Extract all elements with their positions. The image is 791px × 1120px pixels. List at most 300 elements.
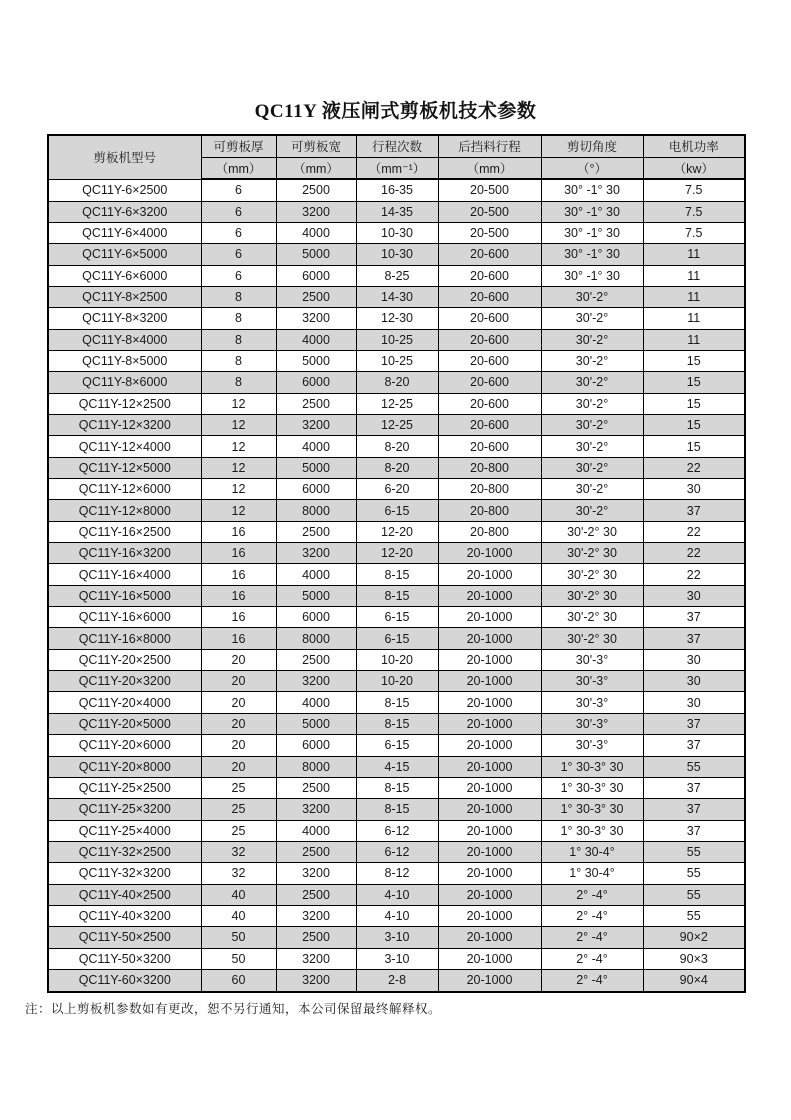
- cell-thickness: 20: [201, 671, 276, 692]
- table-row: [48, 286, 745, 307]
- column-unit-strokes: （mm⁻¹）: [356, 157, 438, 179]
- cell-strokes: 6-15: [356, 607, 438, 628]
- cell-backgauge: 20-1000: [438, 799, 541, 820]
- table-row: [48, 308, 745, 329]
- table-row: [48, 201, 745, 222]
- cell-angle: 30'-3°: [541, 735, 643, 756]
- cell-angle: 30'-2°: [541, 457, 643, 478]
- cell-power: 30: [643, 479, 745, 500]
- cell-strokes: 10-30: [356, 244, 438, 265]
- cell-strokes: 6-12: [356, 820, 438, 841]
- cell-strokes: 4-10: [356, 905, 438, 926]
- column-header-backgauge: 后挡料行程: [438, 135, 541, 157]
- cell-angle: 30° -1° 30: [541, 201, 643, 222]
- cell-angle: 30'-2°: [541, 479, 643, 500]
- cell-backgauge: 20-1000: [438, 692, 541, 713]
- cell-strokes: 10-25: [356, 329, 438, 350]
- header-name-row: [48, 135, 745, 157]
- cell-strokes: 8-15: [356, 564, 438, 585]
- cell-model: QC11Y-60×3200: [48, 969, 201, 992]
- cell-width: 3200: [276, 948, 356, 969]
- cell-angle: 2° -4°: [541, 884, 643, 905]
- cell-thickness: 20: [201, 649, 276, 670]
- cell-width: 4000: [276, 222, 356, 243]
- cell-power: 30: [643, 649, 745, 670]
- cell-model: QC11Y-16×5000: [48, 585, 201, 606]
- cell-power: 55: [643, 905, 745, 926]
- cell-angle: 30'-2° 30: [541, 564, 643, 585]
- cell-strokes: 6-12: [356, 841, 438, 862]
- cell-angle: 2° -4°: [541, 948, 643, 969]
- cell-thickness: 12: [201, 479, 276, 500]
- cell-width: 8000: [276, 756, 356, 777]
- cell-width: 6000: [276, 372, 356, 393]
- table-row: [48, 628, 745, 649]
- cell-backgauge: 20-500: [438, 179, 541, 201]
- table-row: [48, 350, 745, 371]
- cell-model: QC11Y-40×3200: [48, 905, 201, 926]
- cell-model: QC11Y-25×2500: [48, 777, 201, 798]
- cell-width: 3200: [276, 863, 356, 884]
- table-row: [48, 969, 745, 992]
- cell-backgauge: 20-500: [438, 201, 541, 222]
- cell-angle: 30'-2° 30: [541, 607, 643, 628]
- cell-backgauge: 20-600: [438, 350, 541, 371]
- cell-strokes: 14-35: [356, 201, 438, 222]
- cell-strokes: 8-15: [356, 799, 438, 820]
- cell-thickness: 50: [201, 927, 276, 948]
- cell-backgauge: 20-1000: [438, 969, 541, 992]
- cell-strokes: 8-20: [356, 457, 438, 478]
- cell-angle: 30'-3°: [541, 713, 643, 734]
- table-row: [48, 372, 745, 393]
- cell-backgauge: 20-1000: [438, 863, 541, 884]
- table-row: [48, 479, 745, 500]
- column-header-angle: 剪切角度: [541, 135, 643, 157]
- cell-thickness: 8: [201, 372, 276, 393]
- cell-width: 2500: [276, 649, 356, 670]
- cell-width: 6000: [276, 479, 356, 500]
- cell-angle: 30° -1° 30: [541, 222, 643, 243]
- cell-width: 5000: [276, 457, 356, 478]
- cell-strokes: 6-15: [356, 628, 438, 649]
- cell-width: 4000: [276, 329, 356, 350]
- cell-power: 22: [643, 521, 745, 542]
- cell-strokes: 10-25: [356, 350, 438, 371]
- cell-model: QC11Y-20×5000: [48, 713, 201, 734]
- cell-model: QC11Y-12×2500: [48, 393, 201, 414]
- cell-model: QC11Y-50×2500: [48, 927, 201, 948]
- table-row: [48, 244, 745, 265]
- column-header-strokes: 行程次数: [356, 135, 438, 157]
- cell-thickness: 8: [201, 350, 276, 371]
- cell-thickness: 25: [201, 777, 276, 798]
- cell-width: 3200: [276, 671, 356, 692]
- cell-backgauge: 20-1000: [438, 649, 541, 670]
- cell-backgauge: 20-1000: [438, 820, 541, 841]
- cell-backgauge: 20-600: [438, 372, 541, 393]
- column-header-thickness: 可剪板厚: [201, 135, 276, 157]
- cell-angle: 2° -4°: [541, 927, 643, 948]
- cell-thickness: 16: [201, 521, 276, 542]
- cell-power: 37: [643, 628, 745, 649]
- cell-strokes: 3-10: [356, 948, 438, 969]
- table-row: [48, 841, 745, 862]
- cell-thickness: 40: [201, 905, 276, 926]
- cell-model: QC11Y-12×8000: [48, 500, 201, 521]
- table-row: [48, 735, 745, 756]
- cell-model: QC11Y-20×3200: [48, 671, 201, 692]
- cell-angle: 30° -1° 30: [541, 179, 643, 201]
- cell-backgauge: 20-800: [438, 479, 541, 500]
- cell-width: 5000: [276, 244, 356, 265]
- cell-power: 15: [643, 436, 745, 457]
- cell-model: QC11Y-20×2500: [48, 649, 201, 670]
- cell-power: 90×3: [643, 948, 745, 969]
- cell-width: 3200: [276, 543, 356, 564]
- cell-backgauge: 20-1000: [438, 607, 541, 628]
- cell-backgauge: 20-1000: [438, 841, 541, 862]
- table-row: [48, 863, 745, 884]
- cell-model: QC11Y-32×2500: [48, 841, 201, 862]
- cell-model: QC11Y-8×6000: [48, 372, 201, 393]
- table-row: [48, 820, 745, 841]
- cell-strokes: 12-30: [356, 308, 438, 329]
- cell-angle: 30'-3°: [541, 671, 643, 692]
- cell-strokes: 14-30: [356, 286, 438, 307]
- cell-angle: 30'-2° 30: [541, 628, 643, 649]
- cell-power: 11: [643, 329, 745, 350]
- cell-thickness: 12: [201, 500, 276, 521]
- cell-power: 55: [643, 841, 745, 862]
- cell-width: 3200: [276, 969, 356, 992]
- cell-power: 37: [643, 777, 745, 798]
- cell-thickness: 6: [201, 179, 276, 201]
- cell-angle: 30'-2°: [541, 500, 643, 521]
- cell-thickness: 32: [201, 863, 276, 884]
- cell-thickness: 16: [201, 543, 276, 564]
- cell-strokes: 10-20: [356, 649, 438, 670]
- cell-backgauge: 20-1000: [438, 585, 541, 606]
- cell-model: QC11Y-6×6000: [48, 265, 201, 286]
- cell-backgauge: 20-500: [438, 222, 541, 243]
- cell-width: 2500: [276, 179, 356, 201]
- cell-thickness: 16: [201, 607, 276, 628]
- cell-model: QC11Y-6×3200: [48, 201, 201, 222]
- table-row: [48, 543, 745, 564]
- cell-strokes: 6-15: [356, 500, 438, 521]
- cell-strokes: 4-15: [356, 756, 438, 777]
- cell-width: 2500: [276, 777, 356, 798]
- table-row: [48, 436, 745, 457]
- cell-model: QC11Y-6×4000: [48, 222, 201, 243]
- column-header-model: 剪板机型号: [48, 135, 201, 179]
- cell-model: QC11Y-25×4000: [48, 820, 201, 841]
- cell-model: QC11Y-12×6000: [48, 479, 201, 500]
- cell-backgauge: 20-600: [438, 244, 541, 265]
- cell-thickness: 16: [201, 564, 276, 585]
- cell-strokes: 8-15: [356, 692, 438, 713]
- cell-backgauge: 20-1000: [438, 948, 541, 969]
- cell-backgauge: 20-800: [438, 457, 541, 478]
- cell-thickness: 20: [201, 692, 276, 713]
- cell-strokes: 8-15: [356, 585, 438, 606]
- cell-angle: 1° 30-3° 30: [541, 820, 643, 841]
- cell-backgauge: 20-600: [438, 265, 541, 286]
- table-row: [48, 222, 745, 243]
- column-unit-thickness: （mm）: [201, 157, 276, 179]
- cell-power: 55: [643, 884, 745, 905]
- cell-thickness: 25: [201, 799, 276, 820]
- cell-power: 11: [643, 308, 745, 329]
- footnote: 注：以上剪板机参数如有更改，恕不另行通知，本公司保留最终解释权。: [25, 1002, 442, 1016]
- cell-width: 6000: [276, 607, 356, 628]
- cell-thickness: 12: [201, 457, 276, 478]
- table-row: [48, 457, 745, 478]
- cell-width: 5000: [276, 585, 356, 606]
- cell-thickness: 16: [201, 585, 276, 606]
- cell-width: 2500: [276, 841, 356, 862]
- cell-strokes: 4-10: [356, 884, 438, 905]
- cell-model: QC11Y-32×3200: [48, 863, 201, 884]
- cell-power: 30: [643, 585, 745, 606]
- table-row: [48, 777, 745, 798]
- table-row: [48, 179, 745, 201]
- cell-power: 37: [643, 735, 745, 756]
- cell-thickness: 16: [201, 628, 276, 649]
- cell-backgauge: 20-600: [438, 393, 541, 414]
- cell-angle: 30° -1° 30: [541, 244, 643, 265]
- cell-power: 11: [643, 265, 745, 286]
- cell-thickness: 12: [201, 393, 276, 414]
- table-row: [48, 585, 745, 606]
- table-row: [48, 692, 745, 713]
- cell-width: 2500: [276, 521, 356, 542]
- cell-width: 6000: [276, 265, 356, 286]
- cell-strokes: 12-25: [356, 415, 438, 436]
- cell-backgauge: 20-600: [438, 329, 541, 350]
- column-unit-backgauge: （mm）: [438, 157, 541, 179]
- table-row: [48, 671, 745, 692]
- cell-angle: 30° -1° 30: [541, 265, 643, 286]
- cell-backgauge: 20-1000: [438, 564, 541, 585]
- cell-angle: 1° 30-4°: [541, 841, 643, 862]
- cell-backgauge: 20-1000: [438, 905, 541, 926]
- cell-strokes: 3-10: [356, 927, 438, 948]
- cell-power: 15: [643, 372, 745, 393]
- cell-thickness: 32: [201, 841, 276, 862]
- cell-width: 5000: [276, 350, 356, 371]
- table-row: [48, 329, 745, 350]
- table-row: [48, 756, 745, 777]
- cell-thickness: 6: [201, 265, 276, 286]
- cell-angle: 2° -4°: [541, 969, 643, 992]
- cell-model: QC11Y-12×5000: [48, 457, 201, 478]
- cell-model: QC11Y-16×2500: [48, 521, 201, 542]
- cell-width: 4000: [276, 564, 356, 585]
- cell-power: 55: [643, 756, 745, 777]
- cell-strokes: 8-20: [356, 372, 438, 393]
- cell-thickness: 20: [201, 713, 276, 734]
- cell-power: 11: [643, 244, 745, 265]
- cell-power: 37: [643, 799, 745, 820]
- cell-backgauge: 20-800: [438, 521, 541, 542]
- cell-power: 37: [643, 607, 745, 628]
- cell-thickness: 20: [201, 756, 276, 777]
- cell-thickness: 60: [201, 969, 276, 992]
- cell-power: 22: [643, 543, 745, 564]
- cell-model: QC11Y-20×6000: [48, 735, 201, 756]
- table-row: [48, 265, 745, 286]
- cell-backgauge: 20-1000: [438, 884, 541, 905]
- column-unit-width: （mm）: [276, 157, 356, 179]
- cell-model: QC11Y-20×4000: [48, 692, 201, 713]
- cell-angle: 30'-2° 30: [541, 543, 643, 564]
- table-row: [48, 799, 745, 820]
- cell-backgauge: 20-1000: [438, 671, 541, 692]
- cell-thickness: 40: [201, 884, 276, 905]
- cell-model: QC11Y-16×3200: [48, 543, 201, 564]
- cell-angle: 30'-3°: [541, 692, 643, 713]
- cell-model: QC11Y-6×5000: [48, 244, 201, 265]
- table-header: [48, 135, 745, 179]
- cell-backgauge: 20-800: [438, 500, 541, 521]
- cell-model: QC11Y-8×3200: [48, 308, 201, 329]
- cell-power: 15: [643, 393, 745, 414]
- cell-angle: 30'-2°: [541, 415, 643, 436]
- table-row: [48, 713, 745, 734]
- cell-backgauge: 20-1000: [438, 756, 541, 777]
- cell-power: 7.5: [643, 222, 745, 243]
- cell-angle: 1° 30-3° 30: [541, 799, 643, 820]
- cell-model: QC11Y-12×4000: [48, 436, 201, 457]
- table-row: [48, 927, 745, 948]
- cell-model: QC11Y-16×8000: [48, 628, 201, 649]
- cell-strokes: 10-30: [356, 222, 438, 243]
- column-header-power: 电机功率: [643, 135, 745, 157]
- table-row: [48, 649, 745, 670]
- cell-angle: 30'-2°: [541, 350, 643, 371]
- cell-model: QC11Y-20×8000: [48, 756, 201, 777]
- cell-strokes: 12-20: [356, 521, 438, 542]
- cell-thickness: 12: [201, 436, 276, 457]
- cell-width: 8000: [276, 628, 356, 649]
- cell-power: 15: [643, 350, 745, 371]
- cell-angle: 1° 30-3° 30: [541, 756, 643, 777]
- cell-power: 22: [643, 457, 745, 478]
- cell-model: QC11Y-50×3200: [48, 948, 201, 969]
- cell-model: QC11Y-8×2500: [48, 286, 201, 307]
- cell-thickness: 8: [201, 329, 276, 350]
- cell-angle: 1° 30-4°: [541, 863, 643, 884]
- cell-width: 2500: [276, 393, 356, 414]
- cell-width: 3200: [276, 415, 356, 436]
- cell-angle: 30'-2°: [541, 308, 643, 329]
- column-unit-angle: （°）: [541, 157, 643, 179]
- cell-power: 11: [643, 286, 745, 307]
- cell-backgauge: 20-600: [438, 415, 541, 436]
- table-row: [48, 521, 745, 542]
- column-header-width: 可剪板宽: [276, 135, 356, 157]
- cell-strokes: 6-15: [356, 735, 438, 756]
- cell-thickness: 8: [201, 308, 276, 329]
- cell-model: QC11Y-16×6000: [48, 607, 201, 628]
- cell-backgauge: 20-600: [438, 286, 541, 307]
- cell-backgauge: 20-1000: [438, 735, 541, 756]
- cell-backgauge: 20-1000: [438, 713, 541, 734]
- cell-width: 3200: [276, 201, 356, 222]
- table-row: [48, 415, 745, 436]
- table-row: [48, 607, 745, 628]
- page-title: QC11Y 液压闸式剪板机技术参数: [254, 101, 537, 122]
- table-row: [48, 905, 745, 926]
- cell-thickness: 6: [201, 201, 276, 222]
- cell-strokes: 12-20: [356, 543, 438, 564]
- table-row: [48, 500, 745, 521]
- cell-width: 3200: [276, 308, 356, 329]
- cell-angle: 1° 30-3° 30: [541, 777, 643, 798]
- cell-power: 30: [643, 692, 745, 713]
- table-row: [48, 884, 745, 905]
- cell-angle: 30'-2°: [541, 393, 643, 414]
- cell-angle: 30'-2°: [541, 372, 643, 393]
- cell-power: 55: [643, 863, 745, 884]
- cell-model: QC11Y-8×4000: [48, 329, 201, 350]
- cell-backgauge: 20-1000: [438, 927, 541, 948]
- cell-power: 7.5: [643, 179, 745, 201]
- cell-angle: 30'-2°: [541, 329, 643, 350]
- cell-backgauge: 20-1000: [438, 543, 541, 564]
- cell-power: 7.5: [643, 201, 745, 222]
- cell-strokes: 8-15: [356, 713, 438, 734]
- cell-power: 37: [643, 820, 745, 841]
- cell-width: 8000: [276, 500, 356, 521]
- cell-thickness: 50: [201, 948, 276, 969]
- cell-width: 6000: [276, 735, 356, 756]
- cell-thickness: 12: [201, 415, 276, 436]
- cell-thickness: 25: [201, 820, 276, 841]
- cell-thickness: 6: [201, 222, 276, 243]
- cell-strokes: 16-35: [356, 179, 438, 201]
- cell-width: 3200: [276, 905, 356, 926]
- cell-width: 4000: [276, 436, 356, 457]
- cell-backgauge: 20-600: [438, 308, 541, 329]
- cell-angle: 30'-2° 30: [541, 521, 643, 542]
- cell-width: 4000: [276, 692, 356, 713]
- cell-width: 3200: [276, 799, 356, 820]
- table-body: [48, 179, 745, 992]
- cell-power: 22: [643, 564, 745, 585]
- cell-strokes: 6-20: [356, 479, 438, 500]
- table-row: [48, 393, 745, 414]
- cell-angle: 30'-3°: [541, 649, 643, 670]
- table-row: [48, 564, 745, 585]
- cell-power: 90×4: [643, 969, 745, 992]
- cell-strokes: 8-25: [356, 265, 438, 286]
- cell-power: 37: [643, 713, 745, 734]
- cell-strokes: 2-8: [356, 969, 438, 992]
- cell-power: 30: [643, 671, 745, 692]
- cell-thickness: 8: [201, 286, 276, 307]
- cell-power: 37: [643, 500, 745, 521]
- cell-thickness: 20: [201, 735, 276, 756]
- cell-width: 2500: [276, 884, 356, 905]
- cell-model: QC11Y-12×3200: [48, 415, 201, 436]
- cell-backgauge: 20-1000: [438, 628, 541, 649]
- cell-model: QC11Y-16×4000: [48, 564, 201, 585]
- column-unit-power: （kw）: [643, 157, 745, 179]
- cell-width: 4000: [276, 820, 356, 841]
